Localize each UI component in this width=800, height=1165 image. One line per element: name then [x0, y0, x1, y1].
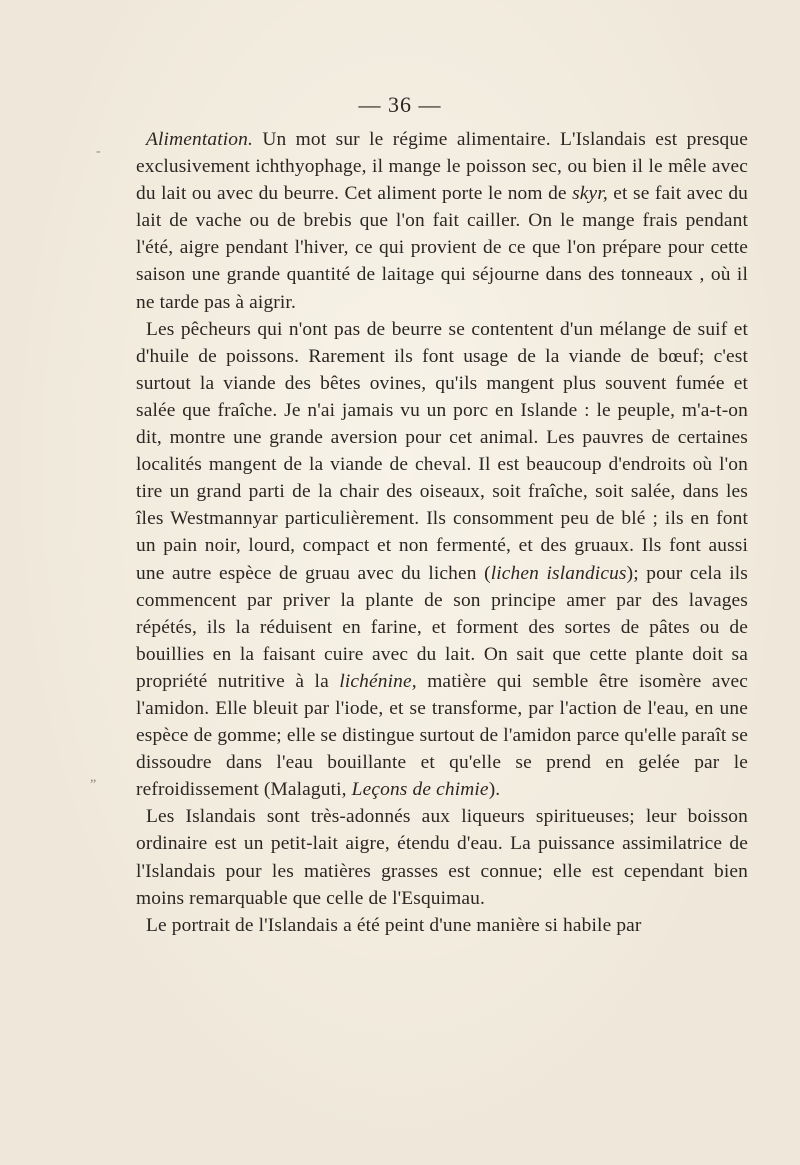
section-lead: Alimentation. — [146, 129, 253, 150]
paragraph-text: et se fait avec du lait de vache ou de brebis que l'on fait cailler. On le mange frais pendant l'été, aigre pendant l'hiver, ce qui provient de ce que l'on prépare pour cette saison une grande quantité de laitage qui séjourne dans des tonneaux , où il ne tarde pas à aigrir. — [136, 183, 749, 313]
paragraph-alimentation — [136, 126, 748, 316]
margin-mark: „ — [90, 770, 97, 785]
paragraph-text: ); pour cela ils commencent par priver la plante de son principe amer par des lavages répétés, ils la réduisent en farine, et forment des sortes de pâtes ou de bouillies en la faisant cuire avec du lait. On sait que cette plante doit sa propriété nutritive à la — [136, 562, 748, 692]
paragraph-text: Les pêcheurs qui n'ont pas de beurre se contentent d'un mélange de suif et d'huile de poissons. Rarement ils font usage de la viande de bœuf; c'est surtout la viande des bêtes ovines, qu'ils mangent plus souvent fumée et salée que fraîche. Je n'ai jamais vu un porc en Islande : le peuple, m'a-t-on dit, montre une grande aversion pour cet animal. Les pauvres de certaines localités mangent de la viande de cheval. Il est beaucoup d'endroits où l'on tire un grand parti de la chair des oiseaux, soit fraîche, soit salée, dans les îles Westmannyar particulièrement. Ils consomment peu de blé ; ils en font un pain noir, lourd, compact et non fermenté, et des gruaux. Ils font aussi une autre espèce de gruau avec du lichen ( — [136, 318, 748, 584]
body-text — [136, 126, 748, 939]
paragraph-portrait — [136, 912, 748, 939]
paragraph-text: ). — [488, 779, 501, 801]
page-number: — 36 — — [358, 92, 442, 117]
paragraph-liqueurs — [136, 803, 748, 911]
paragraph-text: Les Islandais sont très-adonnés aux liqueurs spiritueuses; leur boisson ordinaire est un petit-lait aigre, étendu d'eau. La puissance assimilatrice de l'Islandais pour les matières grasses est connue; elle est cependant bien moins remarquable que celle de l'Esquimau. — [136, 806, 748, 909]
paragraph-text: matière qui semble être isomère avec l'amidon. Elle bleuit par l'iode, et se transforme, par l'action de l'eau, en une espèce de gomme; elle se distingue surtout de l'amidon parce qu'elle paraît se dissoudre dans l'eau bouillante et qu'elle se prend en gelée par le refroidissement (Malaguti, — [136, 670, 748, 801]
citation-title: Leçons de chimie — [351, 779, 489, 801]
paragraph-text: Un mot sur le régime alimentaire. L'Islandais est presque exclusivement ichthyophage, il mange le poisson sec, ou bien il le mêle avec du lait ou avec du beurre. Cet aliment porte le nom de — [136, 129, 748, 205]
margin-mark: - — [96, 144, 101, 159]
paragraph-text: Le portrait de l'Islandais a été peint d'une manière si habile par — [146, 914, 642, 936]
paragraph-pecheurs — [136, 316, 748, 804]
italic-term: lichénine, — [339, 670, 417, 692]
italic-term: skyr, — [572, 183, 608, 205]
italic-term: lichen islandicus — [490, 562, 627, 584]
